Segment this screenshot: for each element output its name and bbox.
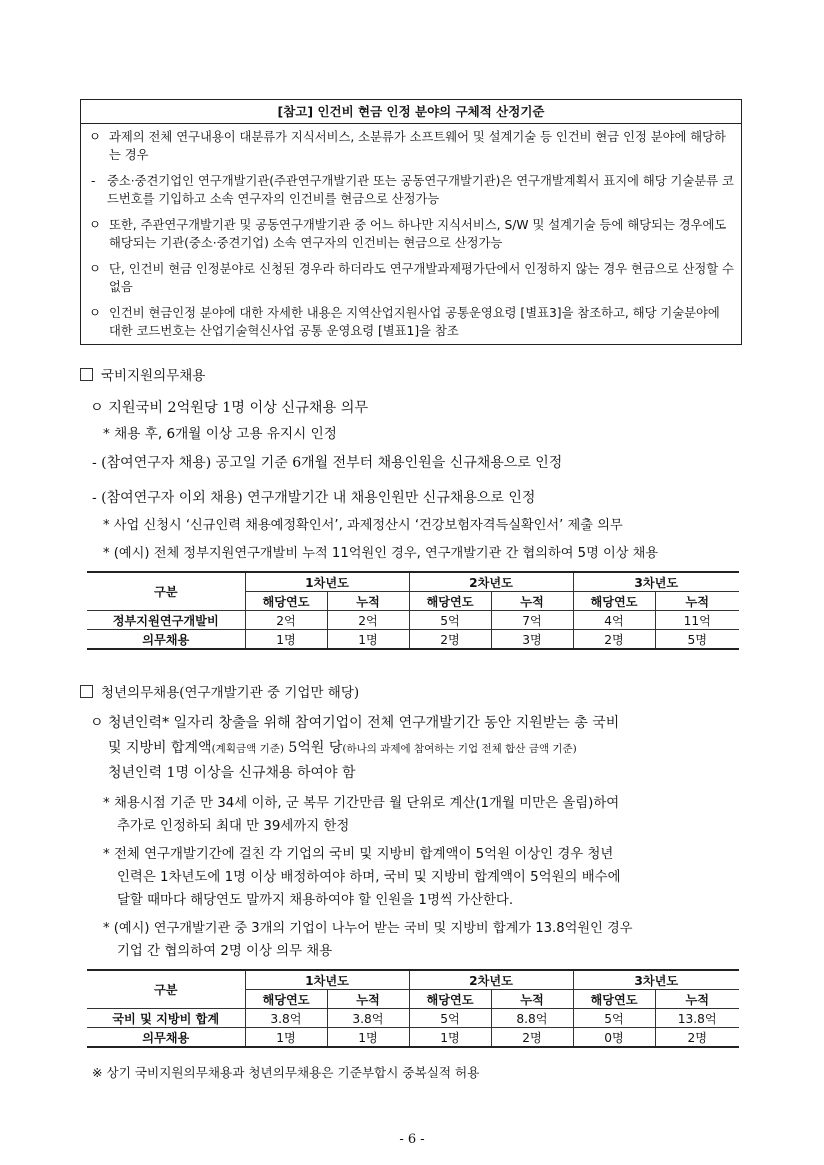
- reference-item-text: 단, 인건비 현금 인정분야로 신청된 경우라 하더라도 연구개발과제평가단에서 인정하지 않는 경우 현금으로 산정할 수 없음: [109, 262, 734, 294]
- table-row: [87, 1028, 739, 1048]
- footnote: ※ 상기 국비지원의무채용과 청년의무채용은 기준부합시 중복실적 허용: [92, 1065, 480, 1080]
- reference-item-text: 또한, 주관연구개발기관 및 공동연구개발기관 중 어느 하나만 지식서비스, S/W 및 설계기술 등에 해당되는 경우에도 해당되는 기관(중소·중견기업) 소속 연구자의 인건비는 현금으로 산정가능: [109, 218, 727, 250]
- table-cell: 1명: [327, 1028, 409, 1048]
- section-heading-youth-hiring: [80, 681, 359, 701]
- reference-item-text: 중소·중견기업인 연구개발기관(주관연구개발기관 또는 공동연구개발기관)은 연구개발계획서 표지에 해당 기술분류 코드번호를 기입하고 소속 연구자의 인건비를 현금으로 산정가능: [107, 174, 734, 206]
- table-cell: 8.8억: [491, 1009, 573, 1028]
- table-cell: 2억: [327, 611, 409, 630]
- section-heading-national-hiring: [80, 364, 205, 384]
- section1-line: - (참여연구자 이외 채용) 연구개발기간 내 채용인원만 신규채용으로 인정: [92, 490, 536, 506]
- table-year-header: 3차년도: [573, 970, 739, 990]
- table-cell: 5억: [409, 1009, 491, 1028]
- table-row-label: 정부지원연구개발비: [87, 611, 245, 630]
- table-cell: 2명: [491, 1028, 573, 1048]
- reference-item: [81, 124, 741, 168]
- table-year-header: 2차년도: [409, 572, 573, 592]
- table-cell: 0명: [573, 1028, 655, 1048]
- table-subheader: 누적: [491, 990, 573, 1009]
- reference-box-title: [참고] 인건비 현금 인정 분야의 구체적 산정기준: [81, 100, 741, 124]
- table-cell: 5억: [573, 1009, 655, 1028]
- table-subheader: 해당연도: [573, 990, 655, 1009]
- table-subheader: 누적: [327, 990, 409, 1009]
- table-row: [87, 611, 739, 630]
- table-corner-header: 구분: [87, 572, 245, 611]
- table-cell: 3.8억: [245, 1009, 327, 1028]
- table-year-header: 2차년도: [409, 970, 573, 990]
- dash-marker: -: [91, 174, 96, 188]
- table-cell: 2명: [655, 1028, 739, 1048]
- section1-note: * 채용 후, 6개월 이상 고용 유지시 인정: [103, 426, 337, 442]
- table-cell: 3명: [491, 630, 573, 650]
- section2-line: 청년인력 1명 이상을 신규채용 하여야 함: [108, 765, 356, 781]
- table-cell: 2명: [409, 630, 491, 650]
- section-heading-text: 국비지원의무채용: [101, 368, 206, 384]
- table-cell: 11억: [655, 611, 739, 630]
- table-subheader: 해당연도: [245, 592, 327, 611]
- table-row-label: 의무채용: [87, 1028, 245, 1048]
- table-cell: 13.8억: [655, 1009, 739, 1028]
- section1-note: * (예시) 전체 정부지원연구개발비 누적 11억원인 경우, 연구개발기관 간 협의하여 5명 이상 채용: [103, 546, 659, 561]
- section1-note: * 사업 신청시 ‘신규인력 채용예정확인서’, 과제정산시 ‘건강보험자격득실확인서’ 제출 의무: [103, 518, 623, 533]
- bullet-marker: ㅇ: [89, 218, 101, 232]
- youth-hiring-table: [87, 969, 739, 1048]
- table-subheader: 해당연도: [409, 990, 491, 1009]
- table-year-header: 1차년도: [245, 970, 409, 990]
- bullet-marker: ㅇ: [89, 262, 101, 276]
- table-cell: 7억: [491, 611, 573, 630]
- section2-text: 및 지방비 합계액: [108, 740, 212, 756]
- section2-note: 달할 때마다 해당연도 말까지 채용하여야 할 인원을 1명씩 가산한다.: [117, 893, 514, 908]
- table-row: [87, 1009, 739, 1028]
- table-row-label: 의무채용: [87, 630, 245, 650]
- checkbox-square-icon: [80, 685, 93, 698]
- reference-item: [81, 300, 741, 344]
- table-subheader: 누적: [327, 592, 409, 611]
- reference-item-text: 과제의 전체 연구내용이 대분류가 지식서비스, 소분류가 소프트웨어 및 설계기술 등 인건비 현금 인정 분야에 해당하는 경우: [109, 130, 726, 162]
- section2-text: 5억원 당: [283, 740, 343, 756]
- table-subheader: 누적: [491, 592, 573, 611]
- table-cell: 3.8억: [327, 1009, 409, 1028]
- bullet-marker: ㅇ: [89, 130, 101, 144]
- table-cell: 2억: [245, 611, 327, 630]
- table-cell: 5명: [655, 630, 739, 650]
- reference-box: [80, 99, 742, 345]
- table-cell: 1명: [409, 1028, 491, 1048]
- table-row: [87, 630, 739, 650]
- reference-item: [81, 256, 741, 300]
- table-corner-header: 구분: [87, 970, 245, 1009]
- section2-note: 기업 간 협의하여 2명 이상 의무 채용: [117, 944, 333, 959]
- section1-line: - (참여연구자 채용) 공고일 기준 6개월 전부터 채용인원을 신규채용으로 인정: [92, 455, 563, 471]
- section2-small-text: (계획금액 기준): [211, 743, 284, 755]
- table-row-label: 국비 및 지방비 합계: [87, 1009, 245, 1028]
- section2-small-text: (하나의 과제에 참여하는 기업 전체 합산 금액 기준): [342, 743, 577, 755]
- table-year-header: 1차년도: [245, 572, 409, 592]
- table-subheader: 해당연도: [573, 592, 655, 611]
- section2-note: * (예시) 연구개발기관 중 3개의 기업이 나누어 받는 국비 및 지방비 합계가 13.8억원인 경우: [103, 921, 633, 936]
- table-subheader: 해당연도: [245, 990, 327, 1009]
- section2-line: [108, 737, 577, 757]
- section2-note: * 전체 연구개발기간에 걸친 각 기업의 국비 및 지방비 합계액이 5억원 이상인 경우 청년: [103, 847, 614, 862]
- national-hiring-table: [87, 571, 739, 650]
- page-number: - 6 -: [399, 1132, 425, 1147]
- table-cell: 4억: [573, 611, 655, 630]
- reference-item-text: 인건비 현금인정 분야에 대한 자세한 내용은 지역산업지원사업 공통운영요령 [별표3]을 참조하고, 해당 기술분야에 대한 코드번호는 산업기술혁신사업 공통 운영요령 [별표1]을 참조: [109, 306, 720, 338]
- reference-item: [81, 212, 741, 256]
- table-subheader: 해당연도: [409, 592, 491, 611]
- table-cell: 1명: [245, 630, 327, 650]
- bullet-marker: ㅇ: [89, 306, 101, 320]
- section1-line: ㅇ 지원국비 2억원당 1명 이상 신규채용 의무: [90, 400, 369, 416]
- table-subheader: 누적: [655, 592, 739, 611]
- table-cell: 1명: [327, 630, 409, 650]
- reference-item: [81, 168, 741, 212]
- table-cell: 1명: [245, 1028, 327, 1048]
- section2-note: 추가로 인정하되 최대 만 39세까지 한정: [117, 819, 350, 834]
- section2-note: 인력은 1차년도에 1명 이상 배정하여야 하며, 국비 및 지방비 합계액이 5억원의 배수에: [117, 870, 621, 885]
- table-cell: 5억: [409, 611, 491, 630]
- table-subheader: 누적: [655, 990, 739, 1009]
- section2-note: * 채용시점 기준 만 34세 이하, 군 복무 기간만큼 월 단위로 계산(1개월 미만은 올림)하여: [103, 796, 620, 811]
- table-year-header: 3차년도: [573, 572, 739, 592]
- section2-line: ㅇ 청년인력* 일자리 창출을 위해 참여기업이 전체 연구개발기간 동안 지원받는 총 국비: [90, 715, 620, 731]
- table-cell: 2명: [573, 630, 655, 650]
- checkbox-square-icon: [80, 368, 93, 381]
- section-heading-text: 청년의무채용(연구개발기관 중 기업만 해당): [101, 685, 360, 701]
